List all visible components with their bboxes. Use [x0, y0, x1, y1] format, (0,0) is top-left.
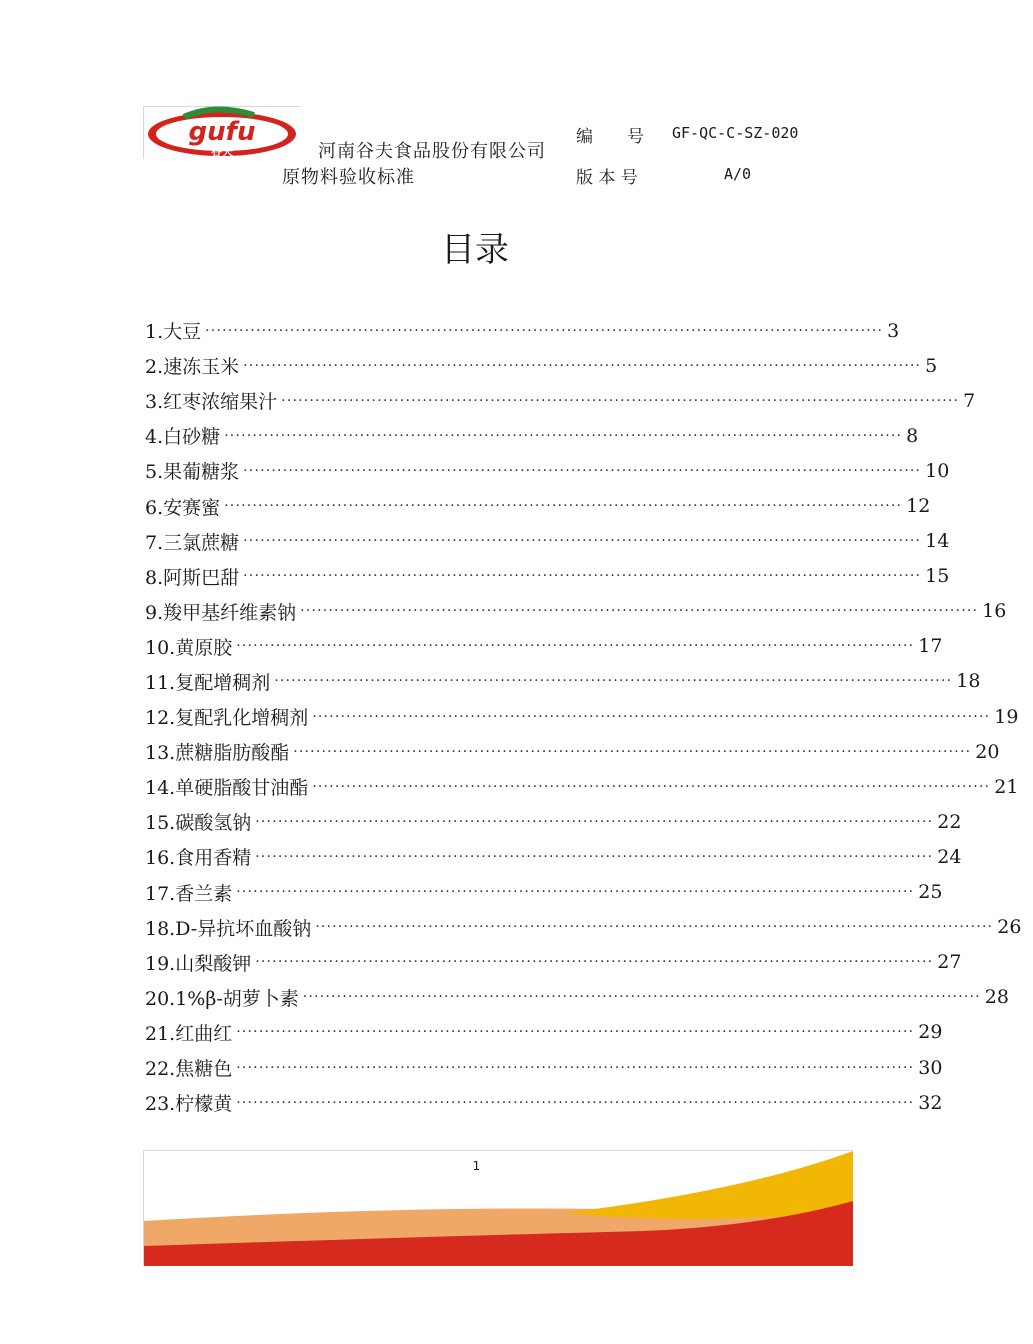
toc-entry-page: 16 [982, 600, 1007, 623]
toc-entry-label: 5.果葡糖浆 [145, 461, 240, 484]
toc-entry-label: 21.红曲红 [145, 1022, 233, 1045]
toc-leader-dots: ························································································································ [236, 1024, 915, 1041]
toc-entry[interactable] [145, 383, 976, 418]
toc-entry-page: 24 [937, 845, 962, 868]
toc-entry-label: 7.三氯蔗糖 [145, 531, 240, 554]
toc-entry-page: 27 [937, 951, 962, 974]
toc-entry-label: 13.蔗糖脂肪酸酯 [145, 742, 290, 765]
toc-leader-dots: ························································································································ [255, 954, 934, 971]
toc-entry[interactable] [145, 980, 1009, 1015]
toc-leader-dots: ························································································································ [312, 778, 991, 795]
toc-entry[interactable] [145, 488, 931, 523]
toc-entry[interactable] [145, 1015, 943, 1050]
toc-entry-label: 12.复配乳化增稠剂 [145, 707, 309, 730]
toc-entry-page: 30 [918, 1056, 943, 1079]
toc-entry[interactable] [145, 839, 962, 874]
table-of-contents [145, 313, 1022, 1120]
page-title: 目录 [441, 230, 509, 270]
toc-leader-dots: ························································································································ [224, 427, 903, 444]
toc-entry-label: 14.单硬脂酸甘油酯 [145, 777, 309, 800]
toc-leader-dots: ························································································································ [236, 884, 915, 901]
toc-leader-dots: ························································································································ [255, 813, 934, 830]
toc-entry-page: 3 [887, 319, 900, 342]
toc-entry[interactable] [145, 629, 943, 664]
toc-entry[interactable] [145, 945, 962, 980]
toc-entry-page: 8 [906, 424, 919, 447]
version-value: A/0 [724, 165, 752, 183]
logo-wordmark: gufu [188, 117, 256, 147]
toc-entry[interactable] [145, 418, 919, 453]
toc-leader-dots: ························································································································ [243, 462, 922, 479]
toc-leader-dots: ························································································································ [255, 848, 934, 865]
toc-entry-page: 20 [975, 740, 1000, 763]
toc-entry-page: 15 [925, 565, 950, 588]
toc-entry-page: 26 [997, 916, 1022, 939]
toc-entry-label: 11.复配增稠剂 [145, 671, 271, 694]
toc-entry[interactable] [145, 594, 1007, 629]
toc-entry-label: 3.红枣浓缩果汁 [145, 391, 278, 414]
page-footer [143, 1150, 853, 1266]
toc-entry-page: 21 [994, 775, 1019, 798]
toc-entry-label: 23.柠檬黄 [145, 1093, 233, 1116]
code-label: 编 号 [576, 127, 644, 147]
company-name: 河南谷夫食品股份有限公司 [318, 141, 546, 162]
version-label: 版 本 号 [576, 168, 638, 188]
toc-entry[interactable] [145, 453, 950, 488]
toc-leader-dots: ························································································································ [243, 357, 922, 374]
toc-leader-dots: ························································································································ [236, 638, 915, 655]
toc-entry[interactable] [145, 804, 962, 839]
page-number: 1 [472, 1159, 481, 1173]
toc-entry-label: 1.大豆 [145, 321, 202, 344]
toc-leader-dots: ························································································································ [312, 708, 991, 725]
toc-entry-label: 22.焦糖色 [145, 1058, 233, 1081]
toc-leader-dots: ························································································································ [243, 568, 922, 585]
toc-entry-page: 17 [918, 635, 943, 658]
logo-cn-text: 谷夫 [211, 145, 233, 158]
toc-leader-dots: ························································································································ [293, 743, 972, 760]
code-value: GF-QC-C-SZ-020 [672, 124, 799, 142]
toc-entry[interactable] [145, 524, 950, 559]
toc-leader-dots: ························································································································ [224, 498, 903, 515]
toc-entry-page: 18 [956, 670, 981, 693]
toc-entry-label: 17.香兰素 [145, 882, 233, 905]
toc-entry[interactable] [145, 699, 1019, 734]
toc-entry-page: 10 [925, 459, 950, 482]
toc-entry[interactable] [145, 734, 1000, 769]
toc-entry-page: 5 [925, 354, 938, 377]
toc-entry-label: 19.山梨酸钾 [145, 952, 252, 975]
toc-entry[interactable] [145, 910, 1022, 945]
toc-entry[interactable] [145, 313, 900, 348]
toc-leader-dots: ························································································································ [243, 533, 922, 550]
toc-entry-page: 28 [984, 986, 1009, 1009]
toc-entry[interactable] [145, 1085, 943, 1120]
toc-leader-dots: ························································································································ [315, 919, 994, 936]
toc-leader-dots: ························································································································ [205, 322, 884, 339]
toc-entry-label: 10.黄原胶 [145, 636, 233, 659]
toc-entry[interactable] [145, 875, 943, 910]
toc-entry-label: 16.食用香精 [145, 847, 252, 870]
toc-entry[interactable] [145, 769, 1019, 804]
toc-entry-label: 4.白砂糖 [145, 426, 221, 449]
toc-leader-dots: ························································································································ [281, 392, 960, 409]
toc-entry-page: 32 [918, 1091, 943, 1114]
toc-entry-page: 25 [918, 881, 943, 904]
toc-entry[interactable] [145, 664, 981, 699]
toc-leader-dots: ························································································································ [236, 1094, 915, 1111]
toc-leader-dots: ························································································································ [274, 673, 953, 690]
toc-entry-label: 2.速冻玉米 [145, 356, 240, 379]
toc-entry[interactable] [145, 348, 938, 383]
toc-entry-page: 22 [937, 810, 962, 833]
toc-leader-dots: ························································································································ [300, 603, 979, 620]
toc-entry-label: 15.碳酸氢钠 [145, 812, 252, 835]
toc-entry-page: 7 [963, 389, 976, 412]
toc-leader-dots: ························································································································ [236, 1059, 915, 1076]
toc-entry-label: 8.阿斯巴甜 [145, 566, 240, 589]
toc-entry-page: 14 [925, 530, 950, 553]
toc-entry-page: 12 [906, 495, 931, 518]
toc-entry-label: 18.D-异抗坏血酸钠 [145, 917, 312, 940]
toc-leader-dots: ························································································································ [302, 989, 981, 1006]
toc-entry-page: 29 [918, 1021, 943, 1044]
company-logo [143, 106, 301, 159]
document-name: 原物料验收标准 [282, 167, 415, 188]
toc-entry-label: 9.羧甲基纤维素钠 [145, 601, 297, 624]
toc-entry[interactable] [145, 559, 950, 594]
toc-entry-page: 19 [994, 705, 1019, 728]
toc-entry-label: 20.1%β-胡萝卜素 [145, 987, 299, 1010]
toc-entry-label: 6.安赛蜜 [145, 496, 221, 519]
toc-entry[interactable] [145, 1050, 943, 1085]
